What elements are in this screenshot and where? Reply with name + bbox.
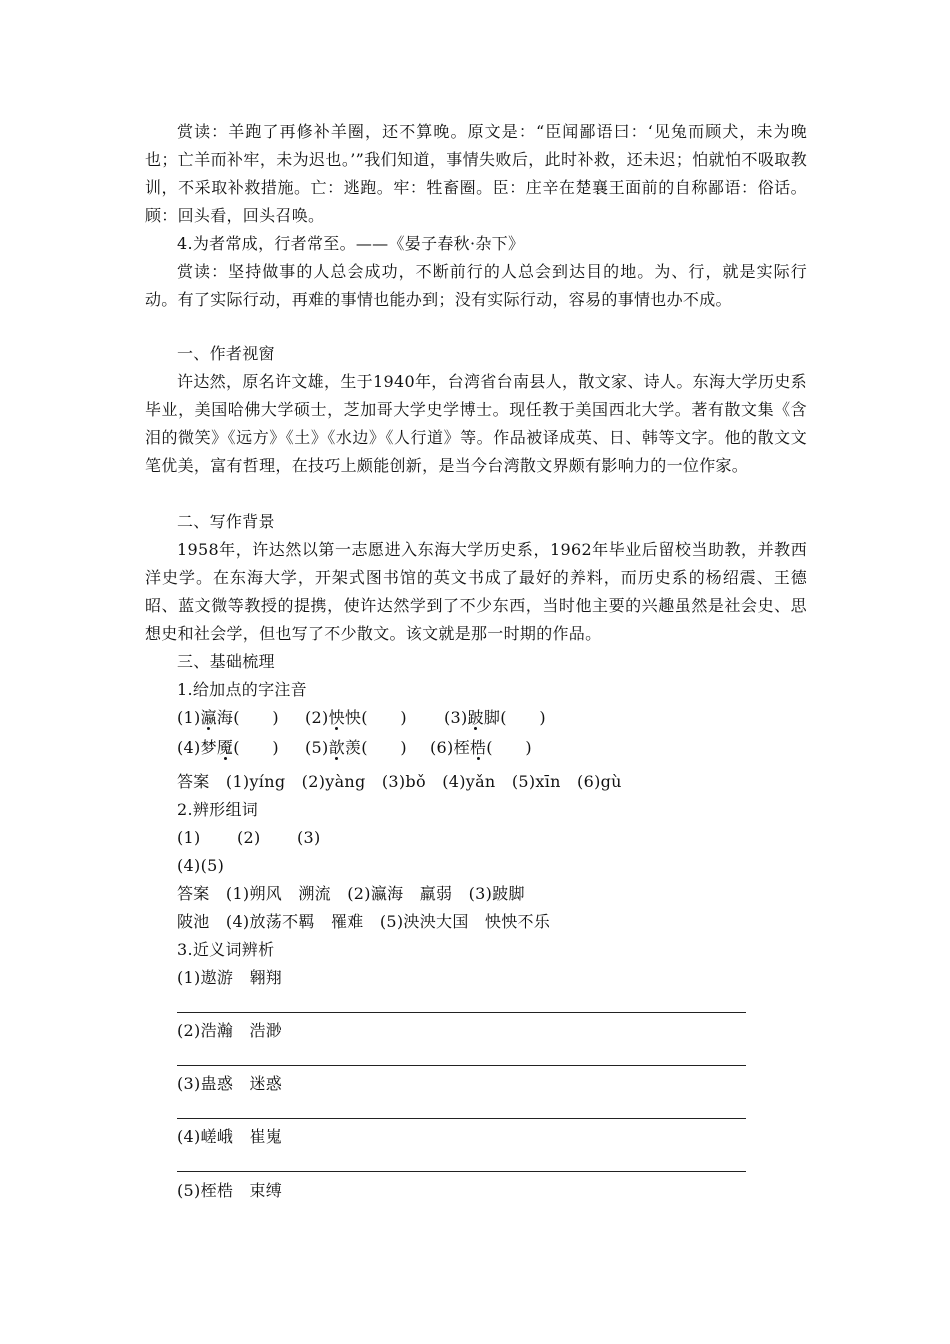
q2-answer-line-1: 答案 (1)朔风 溯流 (2)瀛海 羸弱 (3)跛脚 (177, 884, 525, 903)
q1-item-5: (5)歆羡( ) (305, 738, 407, 757)
dotted-char: 梏 (469, 738, 487, 757)
section-heading-background: 二、写作背景 (177, 512, 275, 531)
section-heading-author: 一、作者视窗 (177, 344, 275, 363)
q3-item-2: (2)浩瀚 浩渺 (177, 1021, 283, 1040)
dotted-char: 歆 (328, 738, 345, 757)
answer-line (177, 1171, 746, 1172)
q2-item-3: (3) (297, 828, 321, 847)
dotted-char: 怏 (328, 708, 345, 727)
quote-line-4: 4.为者常成，行者常至。——《晏子春秋·杂下》 (177, 234, 525, 253)
background-section (145, 508, 807, 648)
q1-title: 1.给加点的字注音 (177, 680, 307, 699)
dotted-char: 瀛 (200, 708, 217, 727)
q2-title: 2.辨形组词 (177, 800, 259, 819)
answer-line (177, 1012, 746, 1013)
dotted-char: 跛 (467, 708, 484, 727)
q1-item-1: (1)瀛海( ) (177, 708, 279, 727)
author-paragraph: 许达然，原名许文雄，生于1940年，台湾省台南县人，散文家、诗人。东海大学历史系毕业，美国哈佛大学硕士，芝加哥大学史学博士。现任教于美国西北大学。著有散文集《含泪的微笑》《远方》《土》《水边》《人行道》等。作品被译成英、日、韩等文字。他的散文文笔优美，富有哲理，在技巧上颇能创新，是当今台湾散文界颇有影响力的一位作家。 (145, 372, 807, 475)
q2-answer-line-2: 陂池 (4)放荡不羁 罹难 (5)泱泱大国 怏怏不乐 (177, 912, 551, 931)
q2-item-2: (2) (237, 828, 261, 847)
answer-line (177, 1065, 746, 1066)
q1-item-2: (2)怏怏( ) (305, 708, 407, 727)
q1-item-3: (3)跛脚( ) (444, 708, 546, 727)
q1-item-6: (6)桎梏( ) (430, 738, 532, 757)
q3-item-4: (4)嵯峨 崔嵬 (177, 1127, 283, 1146)
q3-item-3: (3)蛊惑 迷惑 (177, 1074, 283, 1093)
q1-item-4: (4)梦魇( ) (177, 738, 279, 757)
q3-item-1: (1)遨游 翱翔 (177, 968, 283, 987)
q2-items-4-5: (4)(5) (177, 856, 225, 875)
section-heading-basics: 三、基础梳理 (177, 652, 275, 671)
answer-line (177, 1118, 746, 1119)
appreciation-paragraph-2: 赏读：坚持做事的人总会成功，不断前行的人总会到达目的地。为、行，就是实际行动。有了实际行动，再难的事情也能办到；没有实际行动，容易的事情也办不成。 (145, 262, 807, 309)
q3-item-5: (5)桎梏 束缚 (177, 1181, 283, 1200)
appreciation-paragraph-1: 赏读：羊跑了再修补羊圈，还不算晚。原文是：“臣闻鄙语曰：‘见兔而顾犬，未为晚也；亡羊而补牢，未为迟也。’”我们知道，事情失败后，此时补救，还未迟；怕就怕不吸取教训，不采取补救措施。亡：逃跑。牢：牲畜圈。臣：庄辛在楚襄王面前的自称鄙语：俗话。顾：回头看，回头召唤。 (145, 122, 807, 225)
author-section (145, 340, 807, 480)
q3-title: 3.近义词辨析 (177, 940, 275, 959)
intro-section (145, 118, 807, 314)
dotted-char: 魇 (216, 738, 234, 757)
background-paragraph: 1958年，许达然以第一志愿进入东海大学历史系，1962年毕业后留校当助教，并教西洋史学。在东海大学，开架式图书馆的英文书成了最好的养料，而历史系的杨绍震、王德昭、蓝文微等教授的提携，使许达然学到了不少东西，当时他主要的兴趣虽然是社会史、思想史和社会学，但也写了不少散文。该文就是那一时期的作品。 (145, 540, 807, 643)
q1-answer: 答案 (1)yíng (2)yàng (3)bǒ (4)yǎn (5)xīn (6)gù (177, 772, 622, 791)
q2-item-1: (1) (177, 828, 201, 847)
